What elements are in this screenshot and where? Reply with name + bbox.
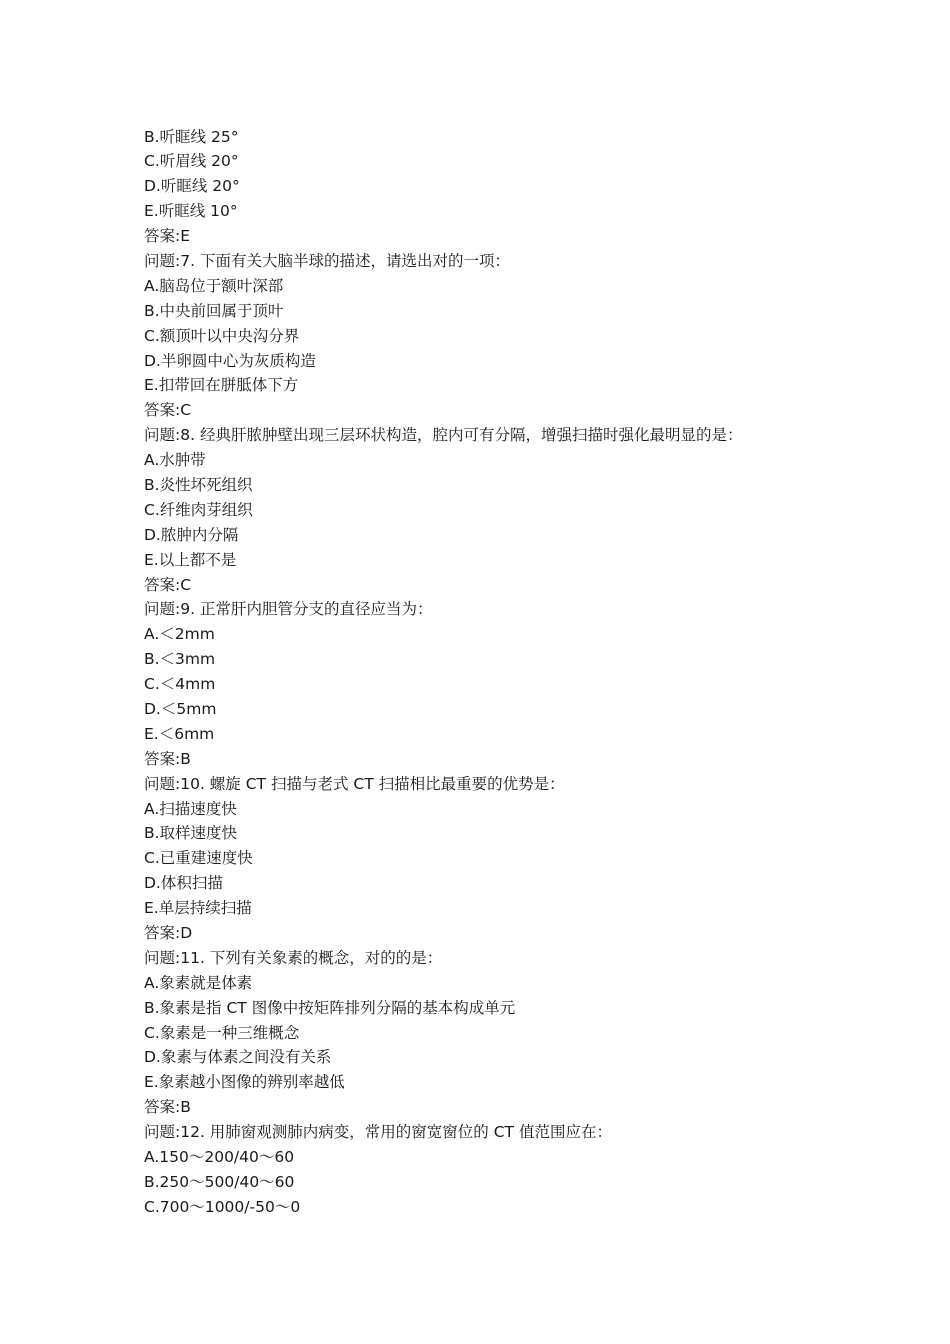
option-line: E.＜6mm (144, 724, 215, 743)
answer-line: 答案:B (144, 1098, 191, 1117)
question-line: 问题:12. 用肺窗观测肺内病变，常用的窗宽窗位的 CT 值范围应在： (144, 1123, 612, 1142)
option-line: E.单层持续扫描 (144, 899, 252, 918)
answer-line: 答案:C (144, 401, 192, 420)
option-line: A.水肿带 (144, 451, 206, 470)
option-line: A.脑岛位于额叶深部 (144, 276, 284, 295)
option-line: C.听眉线 20° (144, 152, 239, 171)
option-line: B.象素是指 CT 图像中按矩阵排列分隔的基本构成单元 (144, 998, 516, 1017)
answer-line: 答案:B (144, 749, 191, 768)
option-line: A.＜2mm (144, 625, 215, 644)
option-line: D.体积扫描 (144, 874, 223, 893)
option-line: B.取样速度快 (144, 824, 238, 843)
question-line: 问题:11. 下列有关象素的概念，对的的是： (144, 948, 443, 967)
option-line: D.听眶线 20° (144, 177, 240, 196)
question-line: 问题:7. 下面有关大脑半球的描述，请选出对的一项： (144, 251, 510, 270)
answer-line: 答案:D (144, 924, 193, 942)
option-line: C.象素是一种三维概念 (144, 1023, 300, 1042)
document-body (144, 125, 844, 1220)
option-line: D.象素与体素之间没有关系 (144, 1048, 332, 1067)
option-line: C.＜4mm (144, 675, 216, 694)
question-line: 问题:10. 螺旋 CT 扫描与老式 CT 扫描相比最重要的优势是： (144, 774, 565, 793)
option-line: E.象素越小图像的辨别率越低 (144, 1073, 345, 1092)
option-line: D.＜5mm (144, 699, 217, 718)
option-line: E.听眶线 10° (144, 202, 238, 221)
option-line: C.纤维肉芽组织 (144, 500, 253, 519)
option-line: A.扫描速度快 (144, 799, 237, 818)
option-line: A.150～200/40～60 (144, 1148, 295, 1167)
option-line: E.扣带回在胼胝体下方 (144, 376, 299, 395)
option-line: C.已重建速度快 (144, 849, 253, 868)
option-line: A.象素就是体素 (144, 973, 253, 992)
option-line: D.半卵圆中心为灰质构造 (144, 351, 316, 370)
option-line: B.250～500/40～60 (144, 1172, 295, 1191)
option-line: B.中央前回属于顶叶 (144, 301, 284, 320)
question-line: 问题:8. 经典肝脓肿壁出现三层环状构造，腔内可有分隔，增强扫描时强化最明显的是： (144, 426, 743, 445)
option-line: E.以上都不是 (144, 550, 237, 569)
option-line: B.炎性坏死组织 (144, 475, 253, 494)
option-line: C.额顶叶以中央沟分界 (144, 326, 300, 345)
option-line: B.听眶线 25° (144, 127, 239, 146)
answer-line: 答案:E (144, 227, 191, 246)
answer-line: 答案:C (144, 575, 192, 594)
option-line: B.＜3mm (144, 650, 216, 669)
option-line: C.700～1000/-50～0 (144, 1197, 301, 1216)
option-line: D.脓肿内分隔 (144, 525, 239, 544)
question-line: 问题:9. 正常肝内胆管分支的直径应当为： (144, 600, 433, 619)
